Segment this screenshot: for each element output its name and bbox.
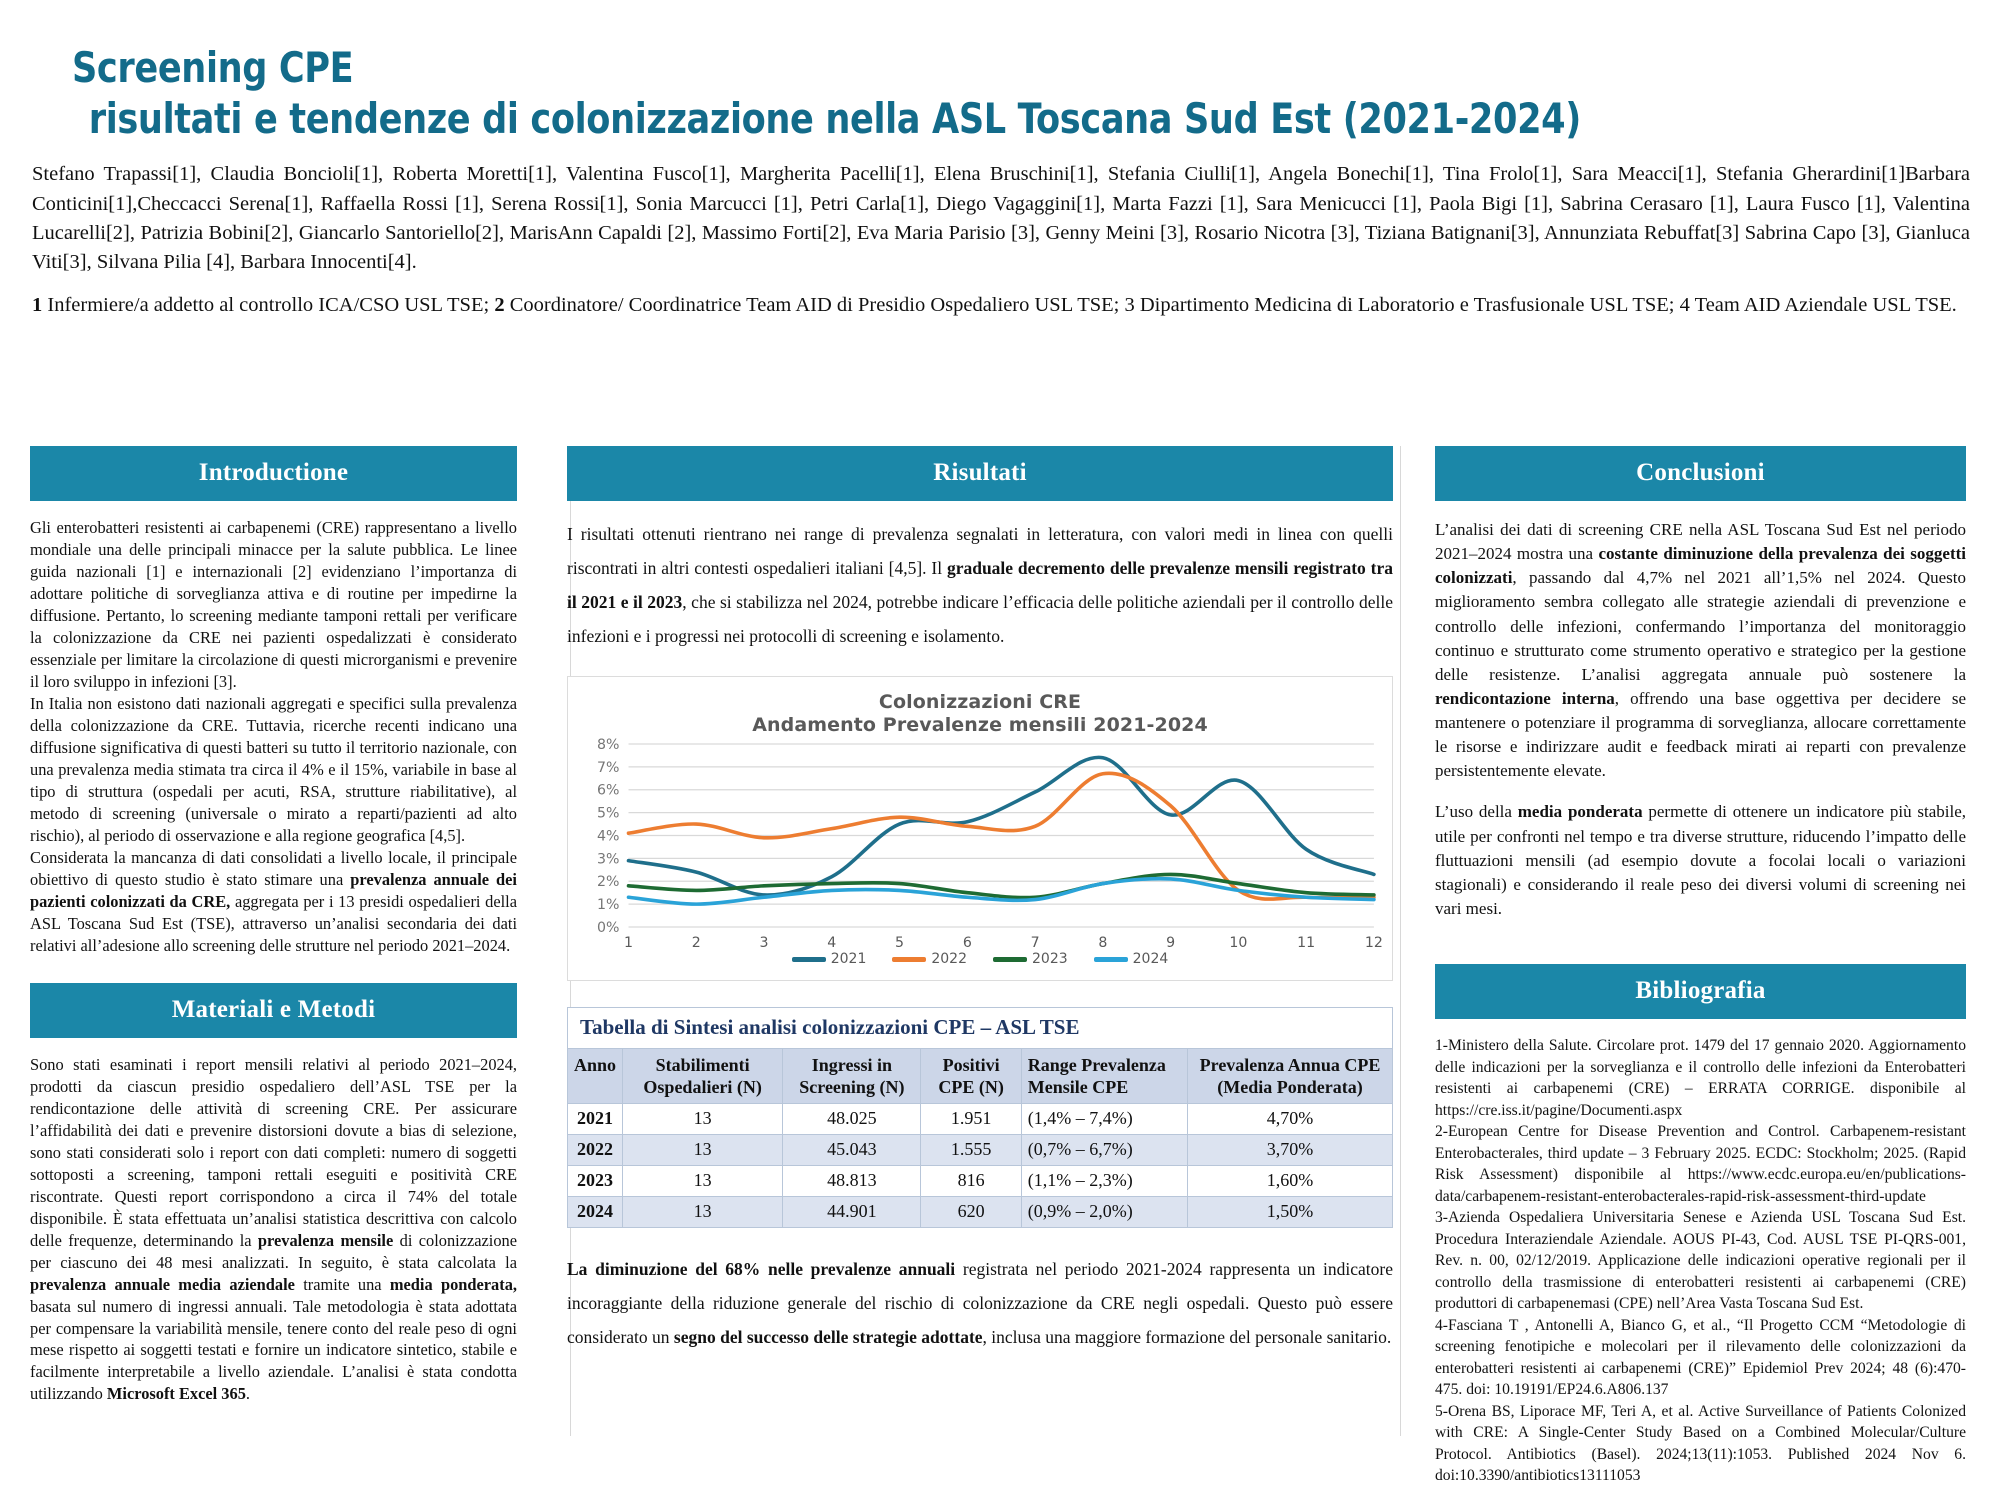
con-b2: rendicontazione interna (1435, 688, 1615, 708)
cell-anno: 2021 (568, 1104, 623, 1135)
chart-x-tick-label: 7 (1030, 935, 1040, 952)
post-table-commentary (567, 1252, 1393, 1354)
cell-stabilimenti: 13 (623, 1166, 783, 1197)
legend-label: 2021 (830, 951, 867, 968)
legend-label: 2022 (931, 951, 967, 968)
chart-series-line-2021 (629, 758, 1374, 896)
materiali-paragraph (30, 1054, 517, 1406)
affiliations (32, 291, 1970, 320)
post-b2: segno del successo delle strategie adottate (673, 1327, 983, 1348)
col-header-media: Prevalenza Annua CPE (Media Ponderata) (1188, 1048, 1393, 1104)
chart-legend-item-2023[interactable] (993, 951, 1068, 967)
cell-range: (1,1% – 2,3%) (1021, 1166, 1187, 1197)
cell-media: 4,70% (1188, 1104, 1393, 1135)
section-header-conclusioni: Conclusioni (1435, 446, 1966, 501)
chart-x-tick-label: 9 (1166, 935, 1176, 952)
chart-x-tick-label: 6 (962, 935, 972, 952)
affiliations-text: Infermiere/a addetto al controllo ICA/CSO USL TSE; (42, 293, 495, 316)
materiali-body (30, 1054, 517, 1406)
mat-b1: prevalenza mensile (257, 1230, 394, 1250)
conclusioni-paragraph-2 (1435, 800, 1966, 921)
col-header-positivi: Positivi CPE (N) (921, 1048, 1021, 1104)
con-b1: costante diminuzione della prevalenza dei soggetti colonizzati (1435, 544, 1966, 588)
ris-t1: I risultati ottenuti rientrano nei range di prevalenza segnalati in letteratura, con valori medi in linea con quelli riscontrati in altri contesti ospedalieri italiani [4,5]. Il (567, 524, 1393, 579)
cell-stabilimenti: 13 (623, 1135, 783, 1166)
con-t4: L’uso della (1435, 802, 1518, 822)
introduzione-paragraph-2: In Italia non esistono dati nazionali aggregati e specifici sulla prevalenza della colonizzazione da CRE. Tuttavia, ricerche recenti indicano una diffusione significativa di questi batteri su tutto il territorio nazionale, con una prevalenza media stimata tra circa il 4% e il 15%, variabile in base al tipo di struttura (ospedali per acuti, RSA, strutture riabilitative), al metodo di screening (universale o mirato a reparti/pazienti ad alto rischio), al periodo di osservazione e alla regione geografica [4,5]. (30, 693, 517, 845)
con-t1: L’analisi dei dati di screening CRE nella ASL Toscana Sud Est nel periodo 2021–2024 mostra una (1435, 520, 1966, 564)
con-b3: media ponderata (1517, 802, 1643, 822)
table-row (568, 1166, 1393, 1197)
chart-x-tick-label: 11 (1297, 935, 1316, 952)
chart-x-tick-label: 2 (691, 935, 701, 952)
chart-x-tick-label: 4 (827, 935, 837, 952)
cell-anno: 2024 (568, 1196, 623, 1227)
cell-range: (0,9% – 2,0%) (1021, 1196, 1187, 1227)
cell-positivi: 816 (921, 1166, 1021, 1197)
chart-x-tick-label: 3 (759, 935, 769, 952)
column-left (0, 446, 545, 1487)
cell-media: 1,60% (1188, 1166, 1393, 1197)
chart-y-tick-label: 1% (597, 897, 620, 914)
mat-t5: . (245, 1384, 251, 1404)
col-header-anno: Anno (568, 1048, 623, 1104)
con-t5: permette di ottenere un indicatore più stabile, utile per confronti nel tempo e tra diverse strutture, riducendo l’impatto delle fluttuazioni mensili (ad esempio dovute a focolai locali o variazioni stagionali) e considerando il reale peso dei diversi volumi di screening nei vari mesi. (1435, 802, 1967, 918)
risultati-body (567, 517, 1393, 654)
table-header-row (568, 1048, 1393, 1104)
table-row (568, 1196, 1393, 1227)
chart-y-tick-label: 7% (597, 760, 620, 777)
chart-colonizzazioni-cre (567, 676, 1393, 981)
chart-x-tick-label: 8 (1098, 935, 1108, 952)
intro-p3-bold: prevalenza annuale dei pazienti colonizzati da CRE, (30, 869, 517, 911)
cell-anno: 2022 (568, 1135, 623, 1166)
chart-x-tick-label: 10 (1229, 935, 1248, 952)
cell-media: 3,70% (1188, 1135, 1393, 1166)
post-t1: registrata nel periodo 2021-2024 rappresenta un indicatore incoraggiante della riduzione generale del rischio di colonizzazione da CRE negli ospedali. Questo può essere considerato un (567, 1258, 1393, 1348)
introduzione-body (30, 517, 517, 957)
ris-t2: , che si stabilizza nel 2024, potrebbe indicare l’efficacia delle politiche aziendali per il controllo delle infezioni e i progressi nei protocolli di screening e isolamento. (567, 592, 1393, 647)
cell-stabilimenti: 13 (623, 1196, 783, 1227)
column-middle (545, 446, 1415, 1487)
chart-x-tick-label: 5 (895, 935, 905, 952)
chart-y-tick-label: 3% (597, 851, 620, 868)
legend-swatch-icon (892, 957, 926, 962)
chart-y-tick-label: 0% (597, 920, 620, 937)
conclusioni-body (1435, 518, 1966, 921)
mat-b4: Microsoft Excel 365 (106, 1384, 246, 1404)
col-header-ingressi: Ingressi in Screening (N) (783, 1048, 921, 1104)
legend-swatch-icon (1094, 957, 1128, 962)
chart-legend-item-2022[interactable] (892, 951, 967, 967)
cell-range: (0,7% – 6,7%) (1021, 1135, 1187, 1166)
legend-swatch-icon (792, 957, 826, 962)
cell-media: 1,50% (1188, 1196, 1393, 1227)
chart-y-tick-label: 8% (597, 738, 620, 754)
chart-title (576, 691, 1384, 739)
cell-positivi: 1.951 (921, 1104, 1021, 1135)
bibliografia-item: 5-Orena BS, Liporace MF, Teri A, et al. Active Surveillance of Patients Colonized with CRE: A Single-Center Study Based on a Combined Molecular/Culture Protocol. Antibiotics (Basel). 2024;13(11):1053. Published 2024 Nov 6. doi:10.3390/antibiotics13111053 (1435, 1402, 1966, 1485)
poster-title-block (0, 0, 2000, 144)
legend-swatch-icon (993, 957, 1027, 962)
bibliografia-list (1435, 1035, 1966, 1487)
summary-table-wrap (567, 1007, 1393, 1228)
chart-x-tick-label: 12 (1364, 935, 1383, 952)
con-t2: , passando dal 4,7% nel 2021 all’1,5% nel 2024. Questo miglioramento sembra collegato alle strategie aziendali di prevenzione e controllo delle infezioni, confermando l’importanza del monitoraggio continuo e strutturato come strumento operativo e strategico per la gestione delle resistenze. L’analisi aggregata annuale può sostenere la (1435, 568, 1966, 684)
intro-p3-mid: aggregata per i 13 presidi ospedalieri della ASL Toscana Sud Est (TSE), attraverso un’analisi secondaria dei dati relativi all’adesione allo screening delle strutture nel periodo 2021–2024. (30, 891, 517, 955)
chart-y-tick-label: 6% (597, 783, 620, 800)
chart-x-tick-label: 1 (624, 935, 634, 952)
summary-table (567, 1048, 1393, 1228)
affil-marker-1: 1 (32, 293, 43, 316)
page-title-line-1: Screening CPE (72, 43, 354, 92)
mat-t4: basata sul numero di ingressi annuali. Tale metodologia è stata adottata per compensare la variabilità mensile, tenere conto del reale peso di ogni mese rispetto ai soggetti testati e fornire un indicatore sintetico, stabile e facilmente interpretabile a livello aziendale. L’analisi è stata condotta utilizzando (30, 1296, 517, 1404)
ris-b1: graduale decremento delle prevalenze mensili registrato tra il 2021 e il 2023 (567, 558, 1394, 613)
chart-title-line-1: Colonizzazioni CRE (878, 690, 1082, 713)
table-head (568, 1048, 1393, 1104)
section-header-bibliografia: Bibliografia (1435, 964, 1966, 1019)
con-t3: , offrendo una base oggettiva per decidere se mantenere o potenziare il programma di sorveglianza, allocare correttamente le risorse e indirizzare audit e feedback mirati ai reparti con prevalenze persistentemente elevate. (1435, 688, 1966, 781)
column-right (1415, 446, 2000, 1487)
bibliografia-item: 2-European Centre for Disease Prevention and Control. Carbapenem-resistant Enterobacterales, third update – 3 February 2025. ECDC: Stockholm; 2025. (Rapid Risk Assessment) disponibile al https://www.ecdc.europa.eu/en/publications-data/carbapenem-resistant-enterobacterales-rapid-risk-assessment-third-update (1435, 1123, 1966, 1205)
cell-stabilimenti: 13 (623, 1104, 783, 1135)
chart-y-tick-label: 4% (597, 828, 620, 845)
table-body (568, 1104, 1393, 1228)
chart-svg (576, 738, 1384, 953)
author-list: Stefano Trapassi[1], Claudia Boncioli[1], Roberta Moretti[1], Valentina Fusco[1], Margherita Pacelli[1], Elena Bruschini[1], Stefania Ciulli[1], Angela Bonechi[1], Tina Frolo[1], Sara Meacci[1], Stefania Gherardini[1]Barbara Conticini[1],Checcacci Serena[1], Raffaella Rossi [1], Serena Rossi[1], Sonia Marcucci [1], Petri Carla[1], Diego Vagaggini[1], Marta Fazzi [1], Sara Menicucci [1], Paola Bigi [1], Sabrina Cerasaro [1], Laura Fusco [1], Valentina Lucarelli[2], Patrizia Bobini[2], Giancarlo Santoriello[2], MarisAnn Capaldi [2], Massimo Forti[2], Eva Maria Parisio [3], Genny Meini [3], Rosario Nicotra [3], Tiziana Batignani[3], Annunziata Rebuffat[3] Sabrina Capo [3], Gianluca Viti[3], Silvana Pilia [4], Barbara Innocenti[4]. (32, 163, 1970, 273)
section-header-materiali: Materiali e Metodi (30, 983, 517, 1038)
table-row (568, 1135, 1393, 1166)
chart-legend-item-2021[interactable] (792, 951, 867, 967)
section-header-risultati: Risultati (567, 446, 1393, 501)
section-header-introduzione: Introductione (30, 446, 517, 501)
legend-label: 2023 (1032, 951, 1068, 968)
post-b1: La diminuzione del 68% nelle prevalenze annuali (567, 1258, 956, 1279)
affil-marker-2: 2 (494, 293, 505, 316)
cell-ingressi: 48.025 (783, 1104, 921, 1135)
introduzione-paragraph-3 (30, 847, 517, 957)
chart-legend (576, 951, 1384, 967)
cell-positivi: 620 (921, 1196, 1021, 1227)
col-header-range: Range Prevalenza Mensile CPE (1021, 1048, 1187, 1104)
post-t2: , inclusa una maggiore formazione del personale sanitario. (982, 1327, 1392, 1348)
cell-positivi: 1.555 (921, 1135, 1021, 1166)
intro-p3-pre: Considerata la mancanza di dati consolidati a livello locale, il principale obiettivo di questo studio è stato stimare una (30, 847, 517, 889)
mat-t3: tramite una (294, 1274, 390, 1294)
introduzione-paragraph-1: Gli enterobatteri resistenti ai carbapenemi (CRE) rappresentano a livello mondiale una delle principali minacce per la salute pubblica. Le linee guida nazionali [1] e internazionali [2] evidenziano l’importanza di adottare politiche di sorveglianza attiva e di routine per impedirne la diffusione. Pertanto, lo screening mediante tamponi rettali per verificare la colonizzazione da CRE nei pazienti ospedalizzati è considerato essenziale per limitare la circolazione di questi microrganismi e prevenire il loro sviluppo in infezioni [3]. (30, 518, 517, 691)
chart-plot-area (576, 738, 1384, 953)
chart-title-line-2: Andamento Prevalenze mensili 2021-2024 (752, 714, 1208, 737)
mat-t2: di colonizzazione per ciascuno dei 48 mesi analizzati. In seguito, è stata calcolata la (30, 1230, 518, 1272)
mat-b2: prevalenza annuale media aziendale (30, 1274, 295, 1294)
conclusioni-paragraph-1 (1435, 518, 1966, 783)
table-title: Tabella di Sintesi analisi colonizzazioni CPE – ASL TSE (567, 1007, 1393, 1048)
mat-b3: media ponderata, (389, 1274, 517, 1294)
col-header-stabilimenti: Stabilimenti Ospedalieri (N) (623, 1048, 783, 1104)
affiliations-text-2: Coordinatore/ Coordinatrice Team AID di Presidio Ospedaliero USL TSE; 3 Dipartimento Medicina di Laboratorio e Trasfusionale USL TSE; 4 Team AID Aziendale USL TSE. (504, 293, 1957, 316)
cell-range: (1,4% – 7,4%) (1021, 1104, 1187, 1135)
cell-ingressi: 45.043 (783, 1135, 921, 1166)
bibliografia-item: 1-Ministero della Salute. Circolare prot. 1479 del 17 gennaio 2020. Aggiornamento delle indicazioni per la sorveglianza e il controllo delle infezioni da Enterobatteri resistenti ai carbapenemi (CRE) – ERRATA CORRIGE. disponibile al https://cre.iss.it/pagine/Documenti.aspx (1435, 1037, 1966, 1119)
mat-t1: Sono stati esaminati i report mensili relativi al periodo 2021–2024, prodotti da ciascun presidio ospedaliero dell’ASL TSE per la rendicontazione delle attività di screening CRE. Per assicurare l’affidabilità dei dati e prevenire distorsioni dovute a bias di selezione, sono stati considerati solo i report con dati completi: numero di soggetti sottoposti a screening, tamponi rettali eseguiti e positività CRE riscontrate. Questi report corrispondono a circa il 74% del totale disponibile. È stata effettuata un’analisi statistica descrittiva con calcolo delle frequenze, determinando la (30, 1054, 517, 1250)
cell-ingressi: 44.901 (783, 1196, 921, 1227)
bibliografia-item: 3-Azienda Ospedaliera Universitaria Senese e Azienda USL Toscana Sud Est. Procedura Interaziendale Aziendale. AOUS PI-43, Cod. AUSL TSE PI-QRS-001, Rev. n. 00, 02/12/2019. Applicazione delle indicazioni operative regionali per il controllo della trasmissione di enterobatteri resistenti ai carbapenemi (CRE) produttori di carbapenemasi (CPE) nell’Area Vasta Toscana Sud Est. (1435, 1209, 1966, 1313)
table-row (568, 1104, 1393, 1135)
bibliografia-item: 4-Fasciana T , Antonelli A, Bianco G, et al., “Il Progetto CCM “Metodologie di screening fenotipiche e molecolari per il rilevamento delle colonizzazioni da enterobatteri resistenti ai carbapenemi (CRE)” Epidemiol Prev 2024; 48 (6):470-475. doi: 10.19191/EP24.6.A806.137 (1435, 1316, 1966, 1399)
chart-y-tick-label: 5% (597, 806, 620, 822)
chart-y-tick-label: 2% (597, 874, 620, 891)
cell-ingressi: 48.813 (783, 1166, 921, 1197)
legend-label: 2024 (1132, 951, 1169, 968)
cell-anno: 2023 (568, 1166, 623, 1197)
page-title-line-2: risultati e tendenze di colonizzazione nella ASL Toscana Sud Est (2021-2024) (88, 94, 1581, 144)
chart-series-line-2022 (629, 774, 1374, 900)
chart-legend-item-2024[interactable] (1094, 951, 1169, 967)
poster-columns (0, 446, 2000, 1487)
